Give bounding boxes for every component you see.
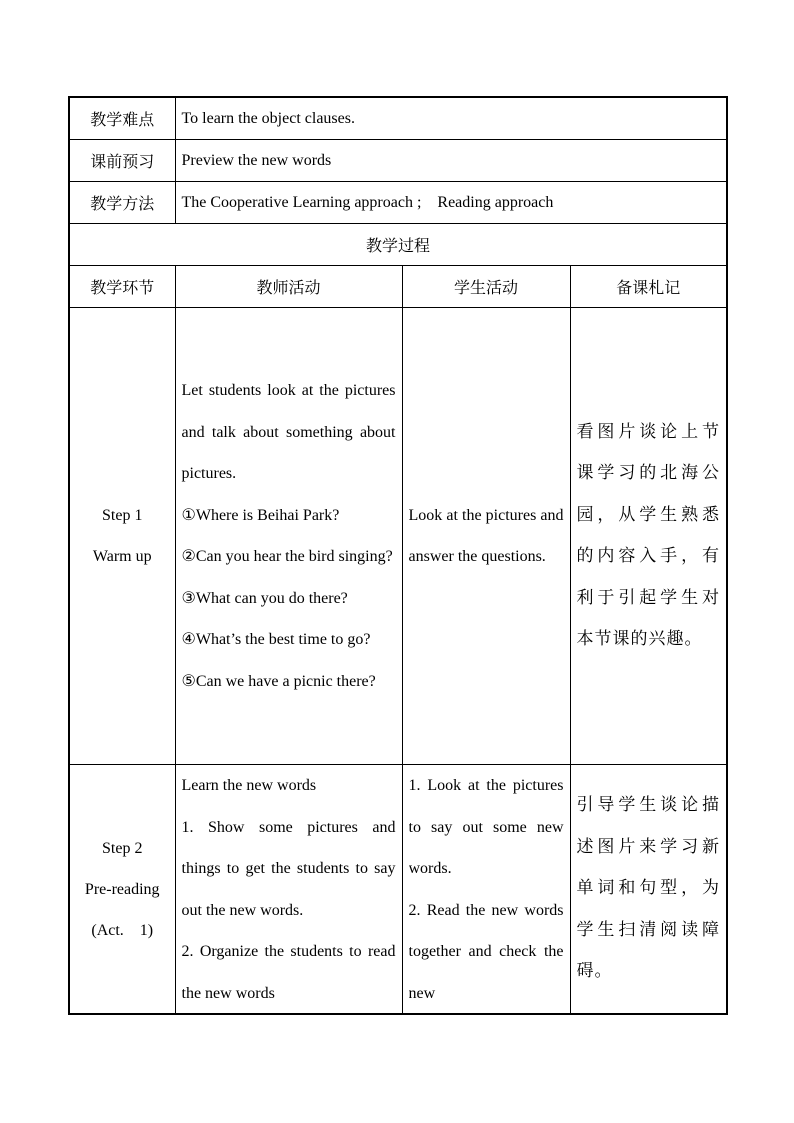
step1-question-2: ②Can you hear the bird singing?	[181, 548, 393, 565]
step2-name-line3: (Act. 1)	[91, 921, 154, 939]
process-title: 教学过程	[69, 224, 727, 266]
step1-notes-text: 看图片谈论上节课学习的北海公园，从学生熟悉的内容入手，有利于引起学生对本节课的兴趣。	[576, 421, 720, 649]
step1-teacher-cell	[175, 308, 402, 765]
step1-question-3: ③What can you do there?	[181, 589, 348, 607]
step1-name-line2: Warm up	[92, 548, 152, 565]
lesson-plan-table	[68, 96, 728, 1015]
step2-row	[69, 765, 727, 1015]
header-notes: 备课札记	[570, 266, 727, 308]
step2-student-cell	[402, 765, 570, 1015]
method-value: The Cooperative Learning approach ; Reading approach	[175, 182, 727, 224]
step2-teacher-cell	[175, 765, 402, 1015]
step2-student-item-2: 2. Read the new words together and check the new	[408, 901, 564, 1002]
step1-teacher-intro: Let students look at the pictures and talk about something about pictures.	[181, 382, 396, 482]
step1-student-text: Look at the pictures and answer the questions.	[408, 506, 564, 565]
header-row	[69, 266, 727, 308]
header-teacher: 教师活动	[175, 266, 402, 308]
header-stage: 教学环节	[69, 266, 175, 308]
step1-question-1: ①Where is Beihai Park?	[181, 506, 340, 524]
step1-question-4: ④What’s the best time to go?	[181, 631, 371, 648]
step1-student-cell	[402, 308, 570, 765]
method-label: 教学方法	[69, 182, 175, 224]
difficulty-label: 教学难点	[69, 97, 175, 140]
preview-row	[69, 140, 727, 182]
step2-teacher-item-1: 1. Show some pictures and things to get the students to say out the new words.	[181, 818, 396, 919]
step1-notes-cell	[570, 308, 727, 765]
step1-name-cell	[69, 308, 175, 765]
step2-name-line1: Step 2	[102, 839, 143, 857]
preview-value: Preview the new words	[175, 140, 727, 182]
step2-student-item-1: 1. Look at the pictures to say out some new words.	[408, 777, 564, 877]
step2-notes-cell	[570, 765, 727, 1015]
step1-name-line1: Step 1	[102, 507, 143, 524]
step2-teacher-heading: Learn the new words	[181, 777, 317, 794]
preview-label: 课前预习	[69, 140, 175, 182]
step2-teacher-item-2: 2. Organize the students to read the new words	[181, 943, 396, 1002]
method-row	[69, 182, 727, 224]
step1-question-5: ⑤Can we have a picnic there?	[181, 672, 376, 690]
header-student: 学生活动	[402, 266, 570, 308]
step2-name-cell	[69, 765, 175, 1015]
step2-notes-text: 引导学生谈论描述图片来学习新单词和句型，为学生扫清阅读障碍。	[576, 795, 720, 982]
step2-name-line2: Pre-reading	[84, 880, 160, 898]
difficulty-row	[69, 97, 727, 140]
difficulty-value: To learn the object clauses.	[175, 97, 727, 140]
process-title-row	[69, 224, 727, 266]
step1-row	[69, 308, 727, 765]
